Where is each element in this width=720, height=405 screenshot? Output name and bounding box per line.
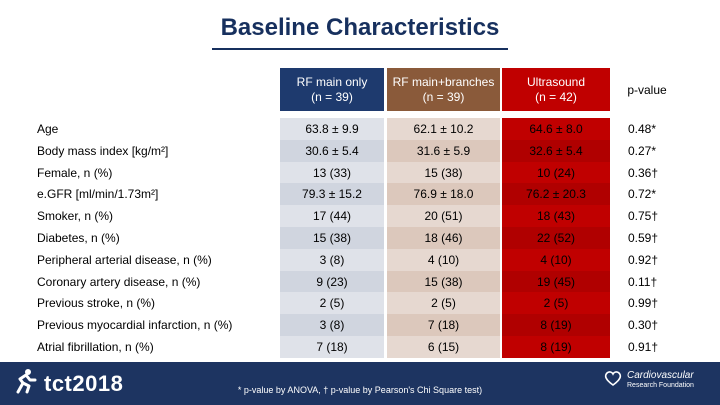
column-header-line2: (n = 42) [535,89,577,104]
cell-p-value: 0.59† [628,231,659,245]
cell-rf-main-branches: 15 (38) [387,162,500,184]
cell-rf-main-only: 30.6 ± 5.4 [280,140,384,162]
table-row [0,118,720,140]
cell-rf-main-branches: 62.1 ± 10.2 [387,118,500,140]
row-label: Coronary artery disease, n (%) [37,275,201,289]
cell-rf-main-branches: 4 (10) [387,249,500,271]
cell-ultrasound: 18 (43) [502,205,610,227]
cell-ultrasound: 64.6 ± 8.0 [502,118,610,140]
cell-rf-main-branches: 76.9 ± 18.0 [387,183,500,205]
column-header-line1: Ultrasound [526,74,586,89]
cell-rf-main-only: 63.8 ± 9.9 [280,118,384,140]
row-label: Atrial fibrillation, n (%) [37,340,154,354]
cell-ultrasound: 8 (19) [502,314,610,336]
cell-rf-main-only: 7 (18) [280,336,384,358]
cell-ultrasound: 10 (24) [502,162,610,184]
cell-p-value: 0.27* [628,144,657,158]
cell-rf-main-only: 17 (44) [280,205,384,227]
table-row [0,205,720,227]
row-label: Smoker, n (%) [37,209,114,223]
cell-p-value: 0.99† [628,296,659,310]
table-row [0,292,720,314]
footnote: * p-value by ANOVA, † p-value by Pearson's Chi Square test) [237,385,483,395]
row-label: Female, n (%) [37,166,113,180]
column-header-line2: (n = 39) [311,89,353,104]
table-row [0,336,720,358]
cell-ultrasound: 4 (10) [502,249,610,271]
row-label: Age [37,122,59,136]
cell-p-value: 0.48* [628,122,657,136]
column-header-line1: RF main+branches [392,74,495,89]
column-header-rf-main-branches [387,68,500,111]
cell-rf-main-only: 15 (38) [280,227,384,249]
cell-ultrasound: 32.6 ± 5.4 [502,140,610,162]
column-header-rf-main-only [280,68,384,111]
cell-p-value: 0.92† [628,253,659,267]
cell-p-value: 0.36† [628,166,659,180]
cell-rf-main-only: 9 (23) [280,271,384,293]
cell-rf-main-only: 3 (8) [280,249,384,271]
cell-ultrasound: 76.2 ± 20.3 [502,183,610,205]
row-label: Previous stroke, n (%) [37,296,156,310]
crf-logo-line1: Cardiovascular [627,369,694,381]
cell-rf-main-branches: 6 (15) [387,336,500,358]
row-label: Peripheral arterial disease, n (%) [37,253,212,267]
column-header-p-value: p-value [627,82,667,97]
cell-p-value: 0.11† [628,275,658,289]
table-row [0,140,720,162]
title-underline [212,48,508,50]
table-row [0,249,720,271]
table-row [0,271,720,293]
table-row [0,183,720,205]
cell-rf-main-branches: 18 (46) [387,227,500,249]
cell-ultrasound: 22 (52) [502,227,610,249]
column-header-line2: (n = 39) [422,89,465,104]
cell-ultrasound: 19 (45) [502,271,610,293]
cell-p-value: 0.91† [628,340,659,354]
cell-ultrasound: 8 (19) [502,336,610,358]
cell-ultrasound: 2 (5) [502,292,610,314]
crf-logo-line2: Research Foundation [627,381,694,389]
row-label: e.GFR [ml/min/1.73m²] [37,187,159,201]
cell-rf-main-only: 79.3 ± 15.2 [280,183,384,205]
tct-logo-text: tct2018 [44,370,124,396]
cell-rf-main-only: 13 (33) [280,162,384,184]
cell-rf-main-branches: 7 (18) [387,314,500,336]
cell-rf-main-branches: 20 (51) [387,205,500,227]
cell-p-value: 0.30† [628,318,659,332]
column-header-ultrasound [502,68,610,111]
table-row [0,162,720,184]
column-header-line1: RF main only [296,74,368,89]
cell-rf-main-branches: 2 (5) [387,292,500,314]
slide-title: Baseline Characteristics [220,14,500,41]
cell-p-value: 0.72* [628,187,657,201]
row-label: Previous myocardial infarction, n (%) [37,318,233,332]
cell-rf-main-only: 2 (5) [280,292,384,314]
table-row [0,314,720,336]
cell-rf-main-branches: 31.6 ± 5.9 [387,140,500,162]
cell-p-value: 0.75† [628,209,659,223]
row-label: Diabetes, n (%) [37,231,120,245]
table-row [0,227,720,249]
cell-rf-main-only: 3 (8) [280,314,384,336]
row-label: Body mass index [kg/m²] [37,144,169,158]
cell-rf-main-branches: 15 (38) [387,271,500,293]
